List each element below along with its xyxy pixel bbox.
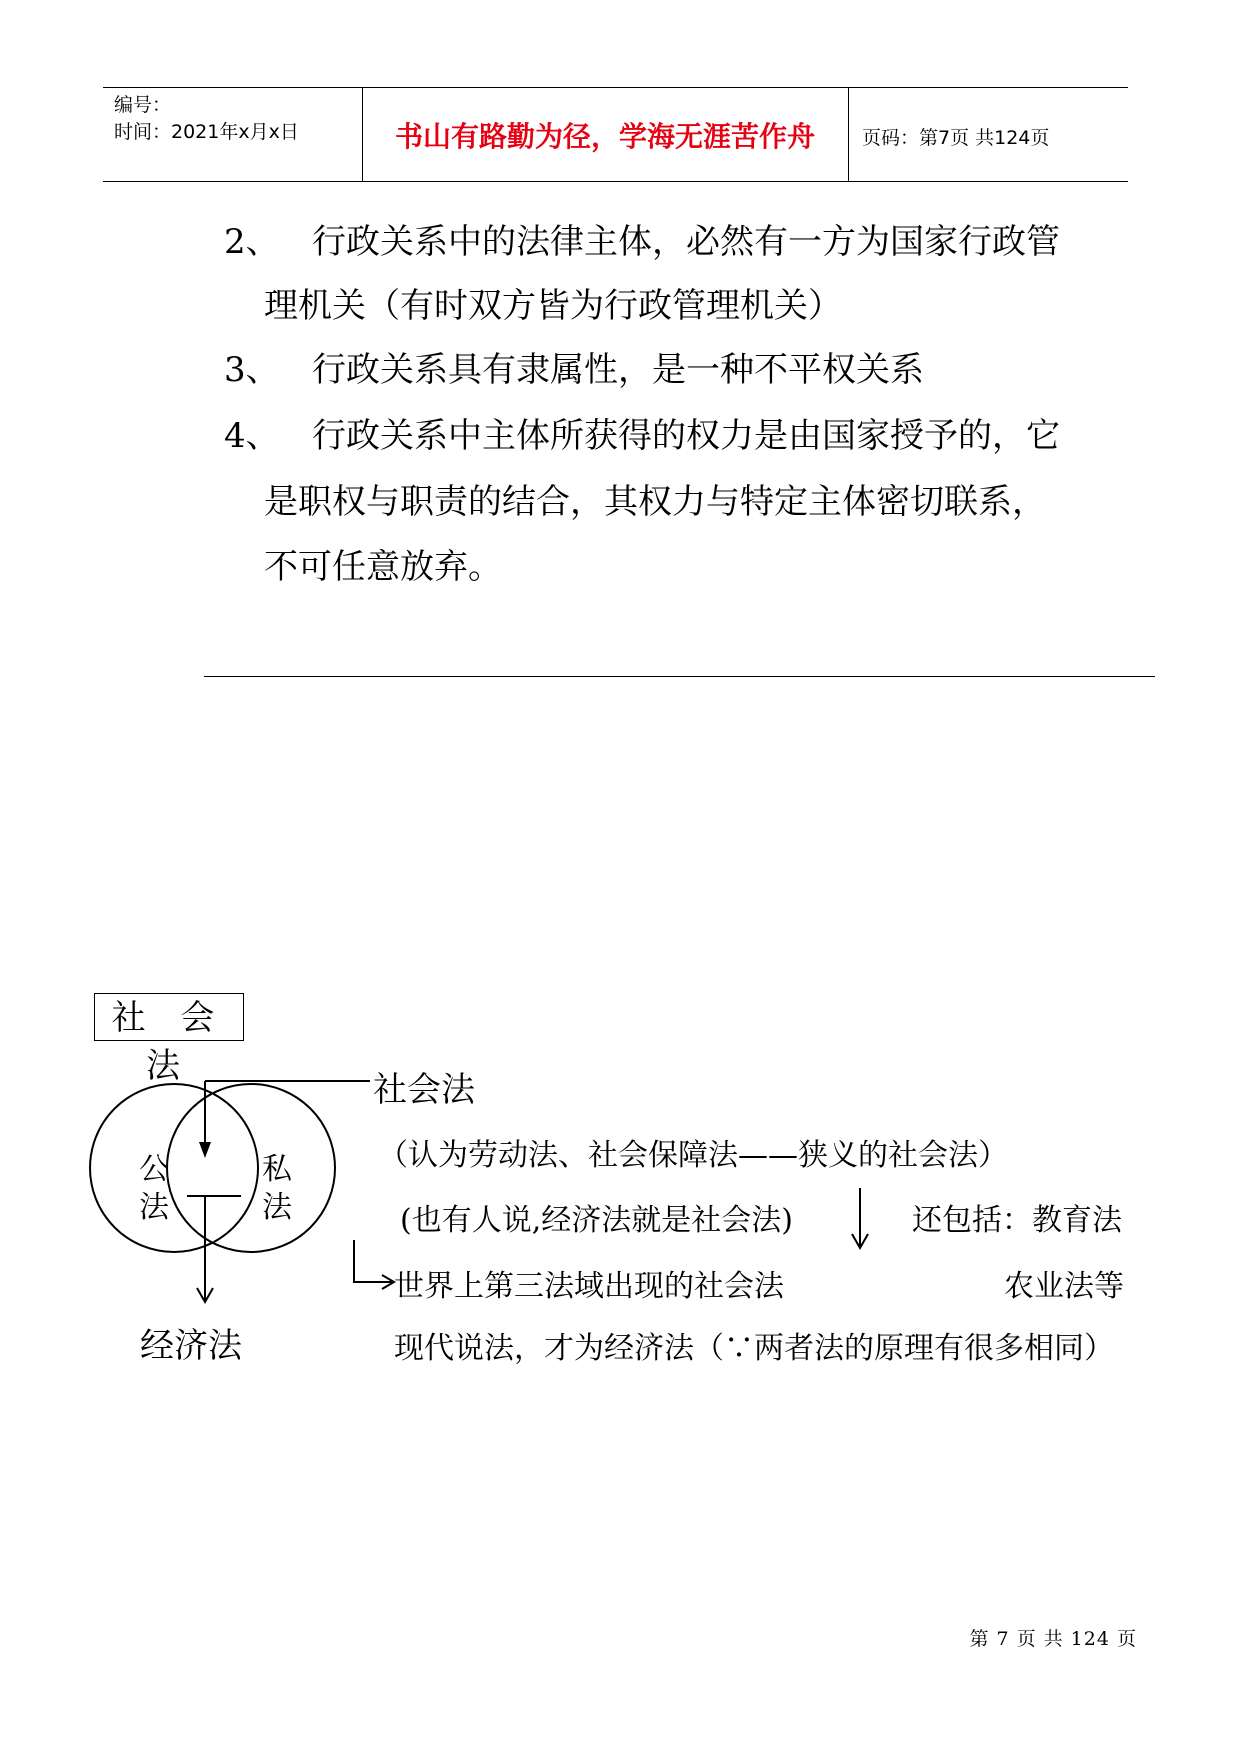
list-item-4-cont: 是职权与职责的结合，其权力与特定主体密切联系， (264, 482, 1046, 522)
bent-arrow-shaft (354, 1240, 392, 1282)
modern-view-label: 现代说法，才为经济法（∵两者法的原理有很多相同） (394, 1331, 1114, 1366)
private-law-circle (167, 1084, 335, 1252)
note-some-say: (也有人说,经济法就是社会法) (400, 1203, 793, 1238)
public-law-label-2: 法 (139, 1190, 169, 1225)
list-item-4-cont2: 不可任意放弃。 (264, 547, 502, 587)
private-law-label-2: 法 (262, 1190, 292, 1225)
third-domain-label: 世界上第三法域出现的社会法 (394, 1269, 784, 1304)
list-text: 行政关系具有隶属性，是一种不平权关系 (312, 350, 924, 390)
social-law-label: 社会法 (373, 1070, 475, 1110)
time-label: 时间：2021年x月x日 (114, 121, 299, 143)
page-footer: 第 7 页 共 124 页 (969, 1628, 1137, 1650)
public-law-label-1: 公 (139, 1152, 169, 1187)
serial-number-label: 编号： (114, 94, 172, 116)
also-includes-label: 还包括：教育法 (912, 1203, 1122, 1238)
header-motto: 书山有路勤为径，学海无涯苦作舟 (394, 120, 815, 153)
private-law-label-1: 私 (262, 1152, 292, 1187)
public-law-circle (90, 1084, 258, 1252)
page-code: 页码：第7页 共124页 (862, 127, 1050, 149)
boxed-title: 社 会 法 (94, 993, 244, 1041)
list-number: 2、 (224, 222, 280, 262)
list-number: 3、 (224, 350, 280, 390)
economic-law-label: 经济法 (140, 1326, 242, 1366)
note-narrow-sense: （认为劳动法、社会保障法——狭义的社会法） (378, 1138, 1008, 1173)
social-law-arrowhead (199, 1142, 211, 1158)
list-text: 行政关系中的法律主体，必然有一方为国家行政管 (312, 222, 1060, 262)
list-number: 4、 (224, 416, 280, 456)
agricultural-law-label: 农业法等 (1004, 1269, 1124, 1304)
list-text: 行政关系中主体所获得的权力是由国家授予的，它 (312, 416, 1060, 456)
list-item-2-cont: 理机关（有时双方皆为行政管理机关） (264, 286, 842, 326)
